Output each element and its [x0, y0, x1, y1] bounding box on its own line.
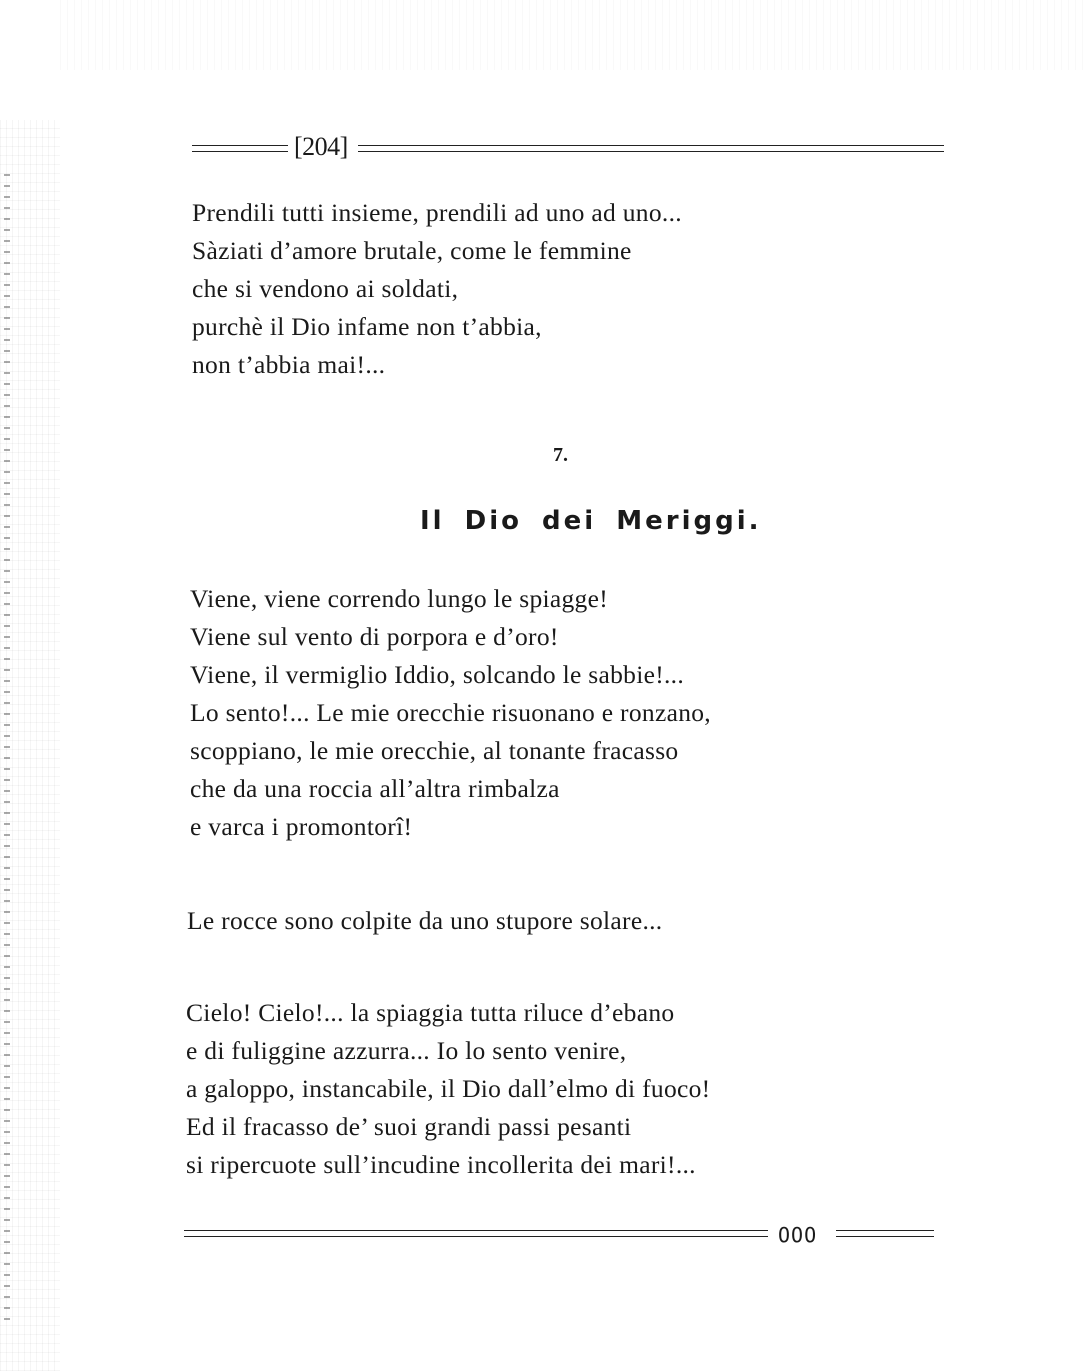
verse-line: Cielo! Cielo!... la spiaggia tutta riluce d’ebano — [186, 998, 675, 1027]
page-header — [192, 132, 944, 162]
verse-line: e di fuliggine azzurra... Io lo sento venire, — [186, 1036, 627, 1065]
verse-line: Prendili tutti insieme, prendili ad uno ad uno... — [192, 198, 682, 227]
footer-rule-left — [184, 1230, 768, 1237]
poem-title: Il Dio dei Meriggi. — [420, 506, 762, 536]
verse-line: a galoppo, instancabile, il Dio dall’elmo di fuoco! — [186, 1074, 711, 1103]
header-rule-left — [192, 145, 288, 152]
verse-line: Viene sul vento di porpora e d’oro! — [190, 622, 559, 651]
verse-line: Viene, il vermiglio Iddio, solcando le sabbie!... — [190, 660, 685, 689]
header-rule-right — [358, 145, 944, 152]
verse-line: purchè il Dio infame non t’abbia, — [192, 312, 542, 341]
verse-line: Sàziati d’amore brutale, come le femmine — [192, 236, 632, 265]
verse-line: non t’abbia mai!... — [192, 350, 386, 379]
stanza-3 — [187, 902, 662, 940]
verse-line: scoppiano, le mie orecchie, al tonante fracasso — [190, 736, 679, 765]
scan-top-noise — [60, 0, 1088, 70]
verse-line: che si vendono ai soldati, — [192, 274, 459, 303]
stanza-4 — [186, 994, 710, 1184]
verse-line: Lo sento!... Le mie orecchie risuonano e ronzano, — [190, 698, 711, 727]
verse-line: si ripercuote sull’incudine incollerita dei mari!... — [186, 1150, 696, 1179]
page-number: [204] — [294, 132, 348, 161]
verse-line: e varca i promontorî! — [190, 812, 413, 841]
verse-line: Ed il fracasso de’ suoi grandi passi pesanti — [186, 1112, 632, 1141]
stanza-1 — [192, 194, 682, 384]
verse-line: che da una roccia all’altra rimbalza — [190, 774, 560, 803]
footer-rule-right — [836, 1230, 934, 1237]
footer-ornament: ΟΟΟ — [778, 1223, 818, 1247]
verse-line: Viene, viene correndo lungo le spiagge! — [190, 584, 609, 613]
stanza-2 — [190, 580, 711, 846]
section-number: 7. — [553, 444, 568, 466]
page-footer — [184, 1222, 934, 1248]
verse-line: Le rocce sono colpite da uno stupore solare... — [187, 906, 663, 935]
scan-binding-edge — [4, 170, 10, 1320]
